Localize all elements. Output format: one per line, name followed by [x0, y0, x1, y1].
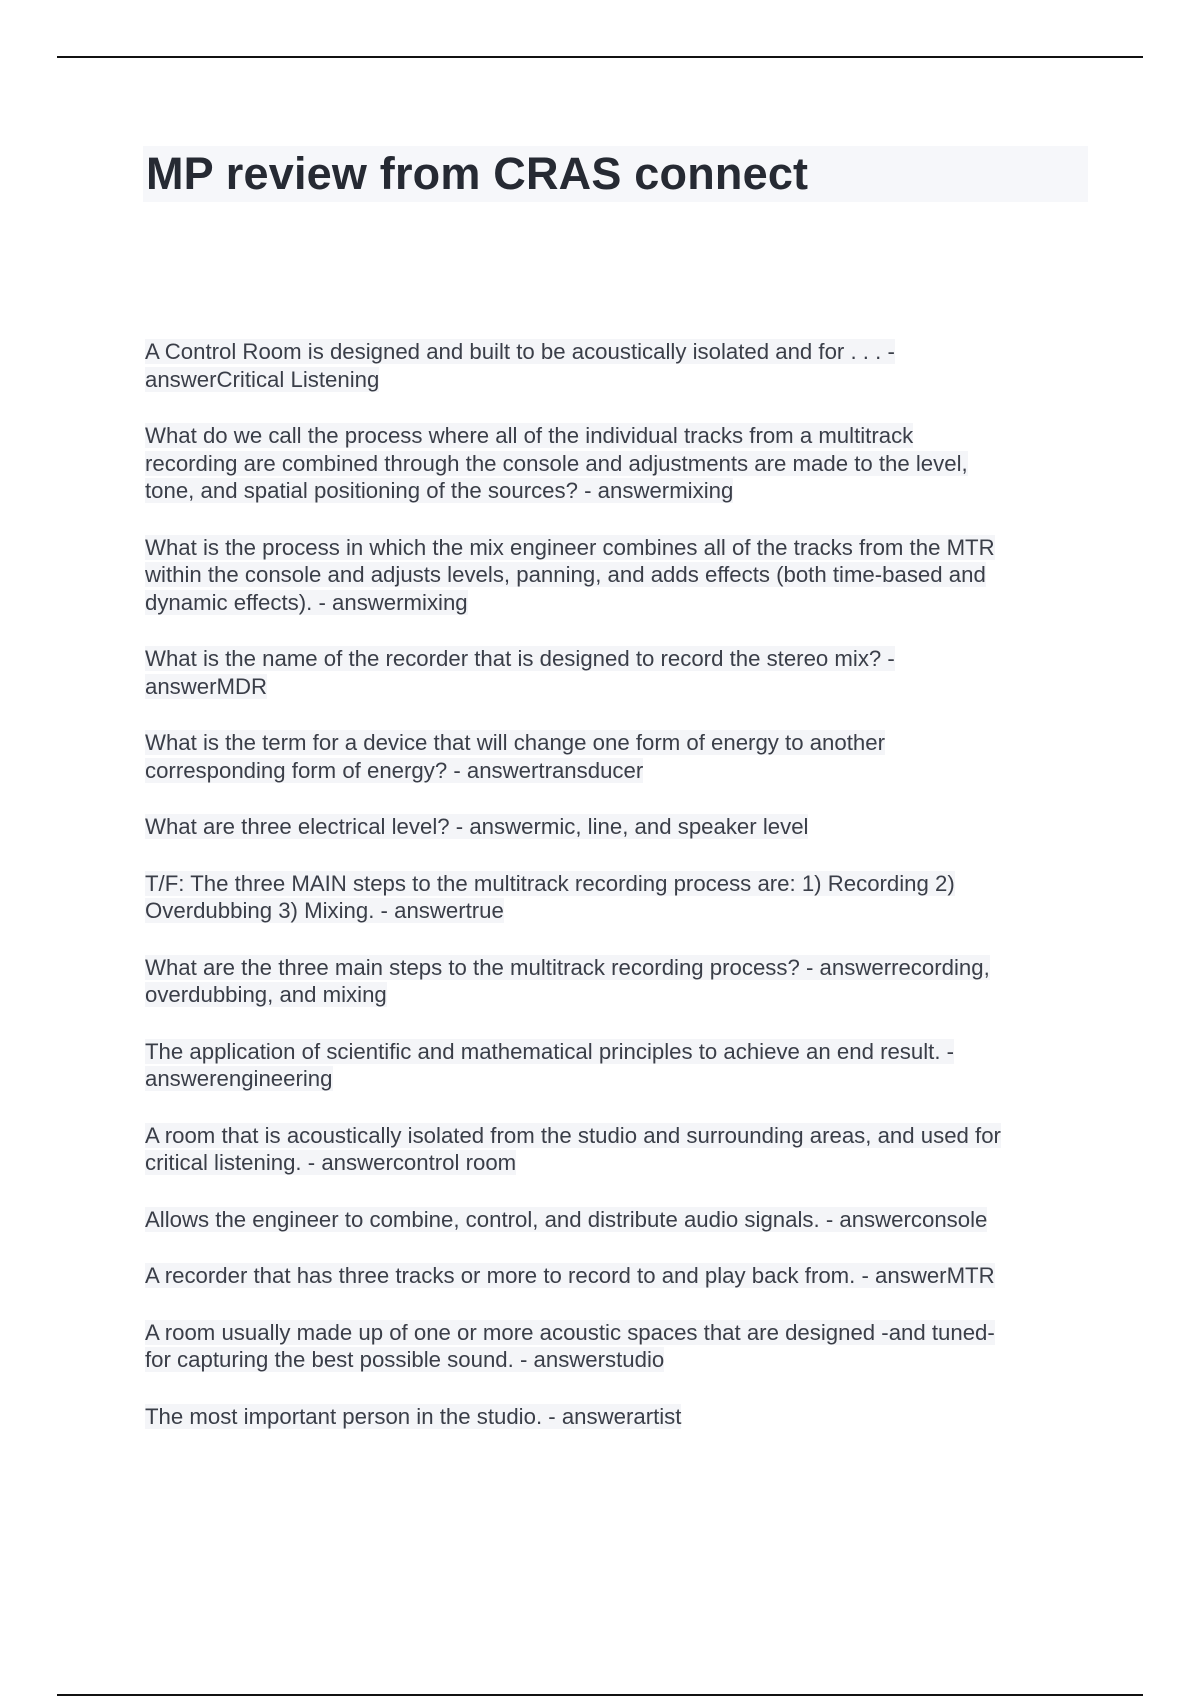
qa-line — [145, 338, 1090, 366]
qa-line-text: What are three electrical level? - answermic, line, and speaker level — [145, 814, 809, 839]
qa-line — [145, 477, 1090, 505]
qa-line — [145, 1038, 1090, 1066]
bottom-rule — [57, 1694, 1143, 1696]
qa-item — [145, 1262, 1090, 1290]
qa-item — [145, 1403, 1090, 1431]
qa-line-text: What is the term for a device that will change one form of energy to another — [145, 730, 885, 755]
qa-line-text: The application of scientific and mathematical principles to achieve an end result. - — [145, 1038, 955, 1064]
qa-line-text: answerCritical Listening — [145, 366, 380, 392]
qa-line-text: within the console and adjusts levels, panning, and adds effects (both time-based and — [145, 562, 986, 587]
qa-line-text: answerMDR — [145, 673, 268, 699]
qa-line — [145, 1149, 1090, 1177]
qa-line-text: Overdubbing 3) Mixing. - answertrue — [145, 898, 504, 923]
qa-line-text: Allows the engineer to combine, control, and distribute audio signals. - answerconsole — [145, 1206, 988, 1232]
qa-line-text: for capturing the best possible sound. - answerstudio — [145, 1347, 665, 1372]
qa-line — [145, 422, 1090, 450]
qa-item — [145, 1319, 1090, 1374]
qa-line — [145, 813, 1090, 841]
qa-line — [145, 1065, 1090, 1093]
qa-line-text: What are the three main steps to the multitrack recording process? - answerrecording, — [145, 954, 990, 980]
qa-item — [145, 813, 1090, 841]
qa-line-text: The most important person in the studio. - answerartist — [145, 1403, 682, 1429]
qa-line — [145, 897, 1090, 925]
qa-line — [145, 561, 1090, 589]
qa-line — [145, 366, 1090, 394]
qa-line — [145, 1206, 1090, 1234]
qa-line — [145, 673, 1090, 701]
qa-item — [145, 645, 1090, 700]
qa-line — [145, 534, 1090, 562]
qa-line — [145, 954, 1090, 982]
qa-line — [145, 1262, 1090, 1290]
qa-line-text: What do we call the process where all of the individual tracks from a multitrack — [145, 423, 914, 448]
qa-line — [145, 589, 1090, 617]
qa-item — [145, 1038, 1090, 1093]
qa-item — [145, 338, 1090, 393]
qa-line — [145, 1403, 1090, 1431]
top-rule — [57, 56, 1143, 58]
qa-item — [145, 954, 1090, 1009]
qa-line-text: critical listening. - answercontrol room — [145, 1150, 517, 1175]
qa-line-text: recording are combined through the console and adjustments are made to the level, — [145, 450, 968, 476]
qa-line — [145, 1319, 1090, 1347]
qa-line-text: overdubbing, and mixing — [145, 982, 387, 1007]
qa-line-text: What is the process in which the mix engineer combines all of the tracks from the MTR — [145, 534, 995, 560]
qa-line-text: T/F: The three MAIN steps to the multitrack recording process are: 1) Recording 2) — [145, 870, 955, 896]
qa-item — [145, 729, 1090, 784]
qa-line — [145, 645, 1090, 673]
qa-line — [145, 450, 1090, 478]
qa-item — [145, 1122, 1090, 1177]
qa-item — [145, 870, 1090, 925]
qa-line-text: tone, and spatial positioning of the sources? - answermixing — [145, 478, 734, 503]
qa-line — [145, 757, 1090, 785]
qa-line-text: A room that is acoustically isolated from the studio and surrounding areas, and used for — [145, 1122, 1001, 1148]
page-title: MP review from CRAS connect — [146, 148, 809, 199]
qa-line-text: dynamic effects). - answermixing — [145, 589, 468, 615]
qa-line-text: answerengineering — [145, 1066, 333, 1091]
qa-list — [145, 338, 1090, 1459]
qa-item — [145, 534, 1090, 617]
qa-line — [145, 729, 1090, 757]
qa-line-text: What is the name of the recorder that is designed to record the stereo mix? - — [145, 646, 895, 671]
qa-item — [145, 422, 1090, 505]
qa-item — [145, 1206, 1090, 1234]
qa-line — [145, 1122, 1090, 1150]
qa-line-text: A recorder that has three tracks or more to record to and play back from. - answerMTR — [145, 1263, 995, 1288]
qa-line — [145, 870, 1090, 898]
qa-line — [145, 1346, 1090, 1374]
qa-line-text: corresponding form of energy? - answertransducer — [145, 757, 644, 783]
qa-line — [145, 981, 1090, 1009]
qa-line-text: A room usually made up of one or more acoustic spaces that are designed -and tuned- — [145, 1319, 995, 1345]
qa-line-text: A Control Room is designed and built to be acoustically isolated and for . . . - — [145, 339, 895, 364]
